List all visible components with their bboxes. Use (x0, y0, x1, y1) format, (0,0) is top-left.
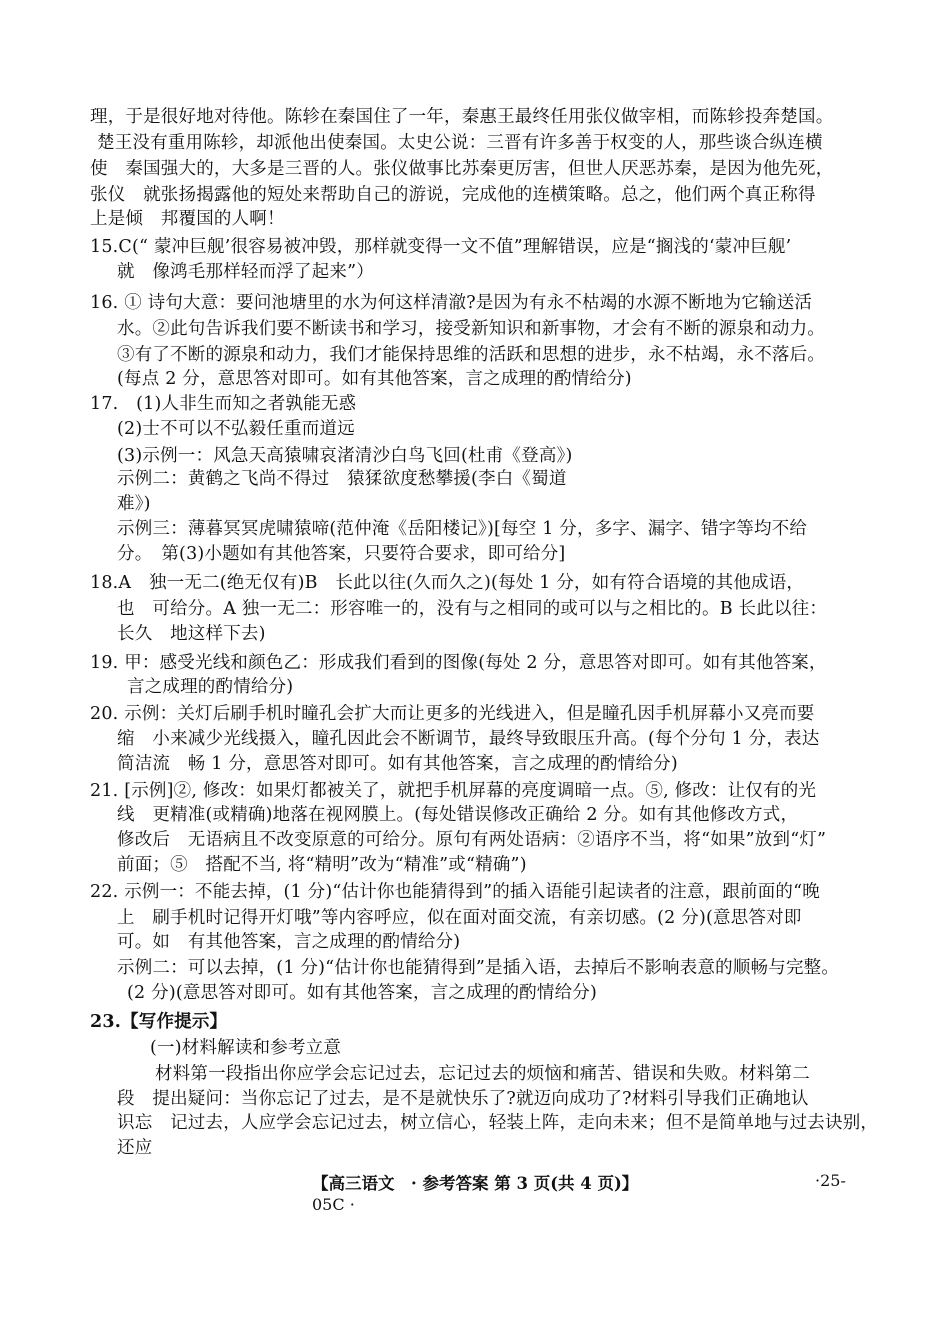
intro-line: 上是倾 邦覆国的人啊！ (90, 209, 285, 229)
q18-line: 18.A 独一无二(绝无仅有)B 长此以往(久而久之)(每处 1 分，如有符合语境的其他成语， (90, 573, 805, 593)
q20-line: 简洁流 畅 1 分，意思答对即可。如有其他答案，言之成理的酌情给分) (117, 754, 678, 774)
q23-line: 段 提出疑问：当你忘记了过去，是不是就快乐了?就迈向成功了?材料引导我们正确地认 (117, 1089, 809, 1109)
q21-line: 21. [示例]②, 修改：如果灯都被关了，就把手机屏幕的亮度调暗一点。⑤, 修改：让仅有的光 (90, 781, 817, 801)
q20-line: 缩 小来减少光线摄入，瞳孔因此会不断调节，最终导致眼压升高。(每个分句 1 分，表达 (117, 729, 820, 749)
q17-line: (2)士不可以不弘毅任重而道远 (117, 419, 355, 439)
intro-line: 楚王没有重用陈轸，却派他出使秦国。太史公说：三晋有许多善于权变的人，那些谈合纵连横 (97, 133, 823, 153)
q23-line: 识忘 记过去，人应学会忘记过去，树立信心，轻装上阵，走向未来；但不是简单地与过去诀别， (117, 1113, 879, 1133)
q17-line: 示例三：薄暮冥冥虎啸猿啼(范仲淹《岳阳楼记》)[每空 1 分，多字、漏字、错字等均不给 (117, 519, 808, 539)
q23-line: 还应 (117, 1138, 153, 1158)
q22-line: 上 刷手机时记得开灯哦”等内容呼应，似在面对面交流，有亲切感。(2 分)(意思答对即 (117, 908, 802, 928)
q23-subheading: (一)材料解读和参考立意 (150, 1038, 342, 1058)
q23-heading: 23.【写作提示】 (90, 1012, 228, 1032)
intro-line: 张仪 就张扬揭露他的短处来帮助自己的游说，完成他的连横策略。总之，他们两个真正称得 (90, 185, 816, 205)
q21-line: 线 更精准(或精确)地落在视网膜上。(每处错误修改正确给 2 分。如有其他修改方式， (117, 805, 799, 825)
q22-line: 示例二：可以去掉，(1 分)“估计你也能猜得到”是插入语，去掉后不影响表意的顺畅与完整。 (117, 958, 840, 978)
q17-line: 17. (1)人非生而知之者孰能无惑 (90, 394, 357, 414)
q20-line: 20. 示例：关灯后刷手机时瞳孔会扩大而让更多的光线进入，但是瞳孔因手机屏幕小又亮而要 (90, 704, 815, 724)
q18-line: 也 可给分。A 独一无二：形容唯一的，没有与之相同的或可以与之相比的。B 长此以往： (117, 599, 828, 619)
q17-line: 分。 第(3)小题如有其他答案，只要符合要求，即可给分] (117, 544, 566, 564)
q17-line: 难》) (117, 494, 151, 514)
intro-line: 理，于是很好地对待他。陈轸在秦国住了一年，秦惠王最终任用张仪做宰相，而陈轸投奔楚国。 (90, 107, 834, 127)
q22-line: 可。如 有其他答案，言之成理的酌情给分) (117, 932, 461, 952)
page-footer-title: 【高三语文 · 参考答案 第 3 页(共 4 页)】 (312, 1174, 639, 1193)
q23-line: 材料第一段指出你应学会忘记过去，忘记过去的烦恼和痛苦、错误和失败。材料第二 (155, 1064, 810, 1084)
page-footer-code: ·25- (815, 1171, 846, 1190)
q16-line: (每点 2 分，意思答对即可。如有其他答案，言之成理的酌情给分) (117, 369, 632, 389)
q15-line: 15.C(“ 蒙冲巨舰’很容易被冲毁，那样就变得一文不值”理解错误，应是“搁浅的‘蒙冲巨舰’ (90, 237, 792, 257)
q21-line: 修改后 无语病且不改变原意的可给分。原句有两处语病：②语序不当，将“如果”放到“灯” (117, 830, 827, 850)
intro-line: 使 秦国强大的，大多是三晋的人。张仪做事比苏秦更厉害，但世人厌恶苏秦，是因为他先死， (90, 159, 834, 179)
q18-line: 长久 地这样下去) (117, 624, 266, 644)
page-footer-code-cont: 05C · (312, 1195, 355, 1214)
q19-line: 言之成理的酌情给分) (127, 677, 294, 697)
q22-line: 22. 示例一：不能去掉，(1 分)“估计你也能猜得到”的插入语能引起读者的注意，跟前面的“晚 (90, 882, 820, 902)
q17-line: (3)示例一：风急天高猿啸哀渚清沙白鸟飞回(杜甫《登高》) (117, 446, 573, 466)
q15-line: 就 像鸿毛那样轻而浮了起来”） (117, 262, 374, 282)
q16-line: 16. ① 诗句大意：要问池塘里的水为何这样清澈?是因为有永不枯竭的水源不断地为它输送活 (90, 293, 813, 313)
q19-line: 19. 甲：感受光线和颜色乙：形成我们看到的图像(每处 2 分，意思答对即可。如有其他答案， (90, 653, 827, 673)
q22-line: (2 分)(意思答对即可。如有其他答案，言之成理的酌情给分) (127, 983, 598, 1003)
q16-line: 水。②此句告诉我们要不断读书和学习，接受新知识和新事物，才会有不断的源泉和动力。 (117, 319, 825, 339)
q21-line: 前面；⑤ 搭配不当, 将“精明”改为“精准”或“精确”) (117, 855, 527, 875)
q17-line: 示例二：黄鹤之飞尚不得过 猿猱欲度愁攀援(李白《蜀道 (117, 469, 567, 489)
q16-line: ③有了不断的源泉和动力，我们才能保持思维的活跃和思想的进步，永不枯竭，永不落后。 (117, 345, 825, 365)
